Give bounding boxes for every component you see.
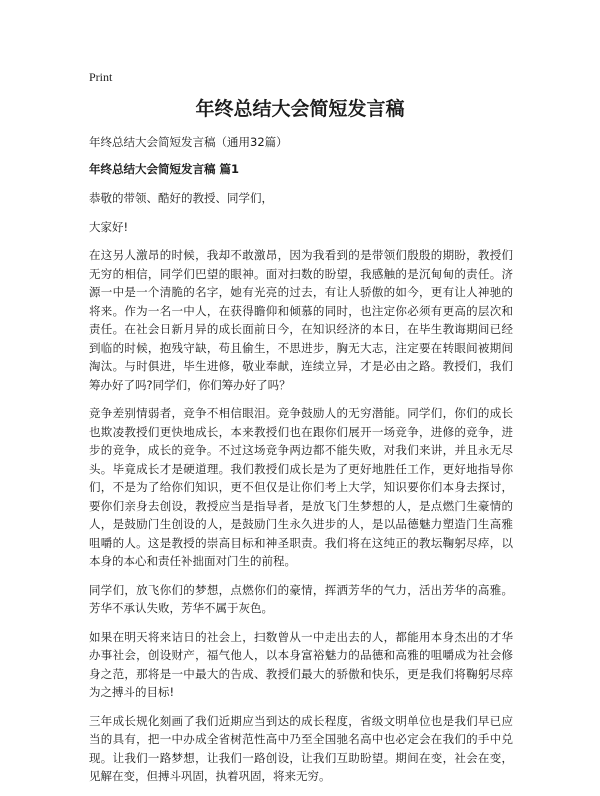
body-paragraph: 同学们，放飞你们的梦想，点燃你们的豪情，挥洒芳华的气力，活出芳华的高雅。芳华不承认失败，芳华不属于灰色。	[89, 582, 513, 615]
body-paragraph: 在这另人激昂的时候，我却不敢激昂，因为我看到的是带领们殷殷的期盼，教授们无穷的相信，同学们巴望的眼神。面对扫数的盼望，我感触的是沉甸甸的责任。济源一中是一个清脆的名字，她有光亮的过去，有让人骄傲的如今，更有让人神驰的将来。作为一名一中人，在获得瞻仰和倾慕的同时，也注定你必须有更高的层次和责任。在社会日新月异的成长面前日今，在知识经济的本日，在毕生教诲期间已经到临的时候，抱残守缺，苟且偷生，不思进步，胸无大志，注定要在转眼间被期间淘汰。与时俱进，毕生进修，敬业奉献，连续立异，才是必由之路。教授们，我们筹办好了吗?同学们，你们筹办好了吗？	[89, 248, 513, 392]
document-subtitle: 年终总结大会简短发言稿（通用32篇）	[89, 135, 288, 149]
body-paragraph: 如果在明天将来诘日的社会上，扫数曾从一中走出去的人，都能用本身杰出的才华办事社会，创设财产，福气他人，以本身富裕魅力的品德和高雅的咀嚼成为社会修身之范，那将是一中最大的告成、教授们最大的骄傲和快乐，更是我们将鞠躬尽瘁为之搏斗的目标!	[89, 629, 513, 699]
body-paragraph: 竞争差别情弱者，竞争不相信眼泪。竞争鼓励人的无穷潜能。同学们，你们的成长也欺凌教授们更快地成长，本来教授们也在跟你们展开一场竞争，进修的竞争，进步的竞争，成长的竞争。不过这场竞争两边都不能失败，对我们来讲，并且永无尽头。毕竟成长才是硬道理。我们教授们成长是为了更好地胜任工作，更好地指导你们，不是为了给你们知识，更不但仅是让你们考上大学，知识要你们本身去探讨，要你们亲身去创设，教授应当是指导者，是放飞门生梦想的人，是点燃门生豪情的人，是鼓励门生创设的人，是鼓励门生永久进步的人，是以品德魅力塑造门生高雅咀嚼的人。这是教授的崇高目标和神圣职责。我们将在这纯正的教坛鞠躬尽瘁，以本身的本心和责任补拙面对门生的前程。	[89, 406, 513, 568]
print-label: Print	[89, 70, 113, 84]
section-heading: 年终总结大会简短发言稿 篇1	[89, 161, 240, 176]
salutation: 恭敬的带领、酷好的教授、同学们，	[89, 191, 273, 205]
body-paragraph: 三年成长规化刻画了我们近期应当到达的成长程度，省级文明单位也是我们早已应当的具有，把一中办成全省树范性高中乃至全国驰名高中也必定会在我们的手中兑现。让我们一路梦想，让我们一路创设，让我们互助盼望。期间在变，社会在变，见解在变，但搏斗巩固，执着巩固，将来无穷。	[89, 713, 513, 783]
document-body	[89, 133, 513, 796]
greeting: 大家好!	[89, 219, 129, 234]
page-title: 年终总结大会简短发言稿	[195, 98, 405, 120]
